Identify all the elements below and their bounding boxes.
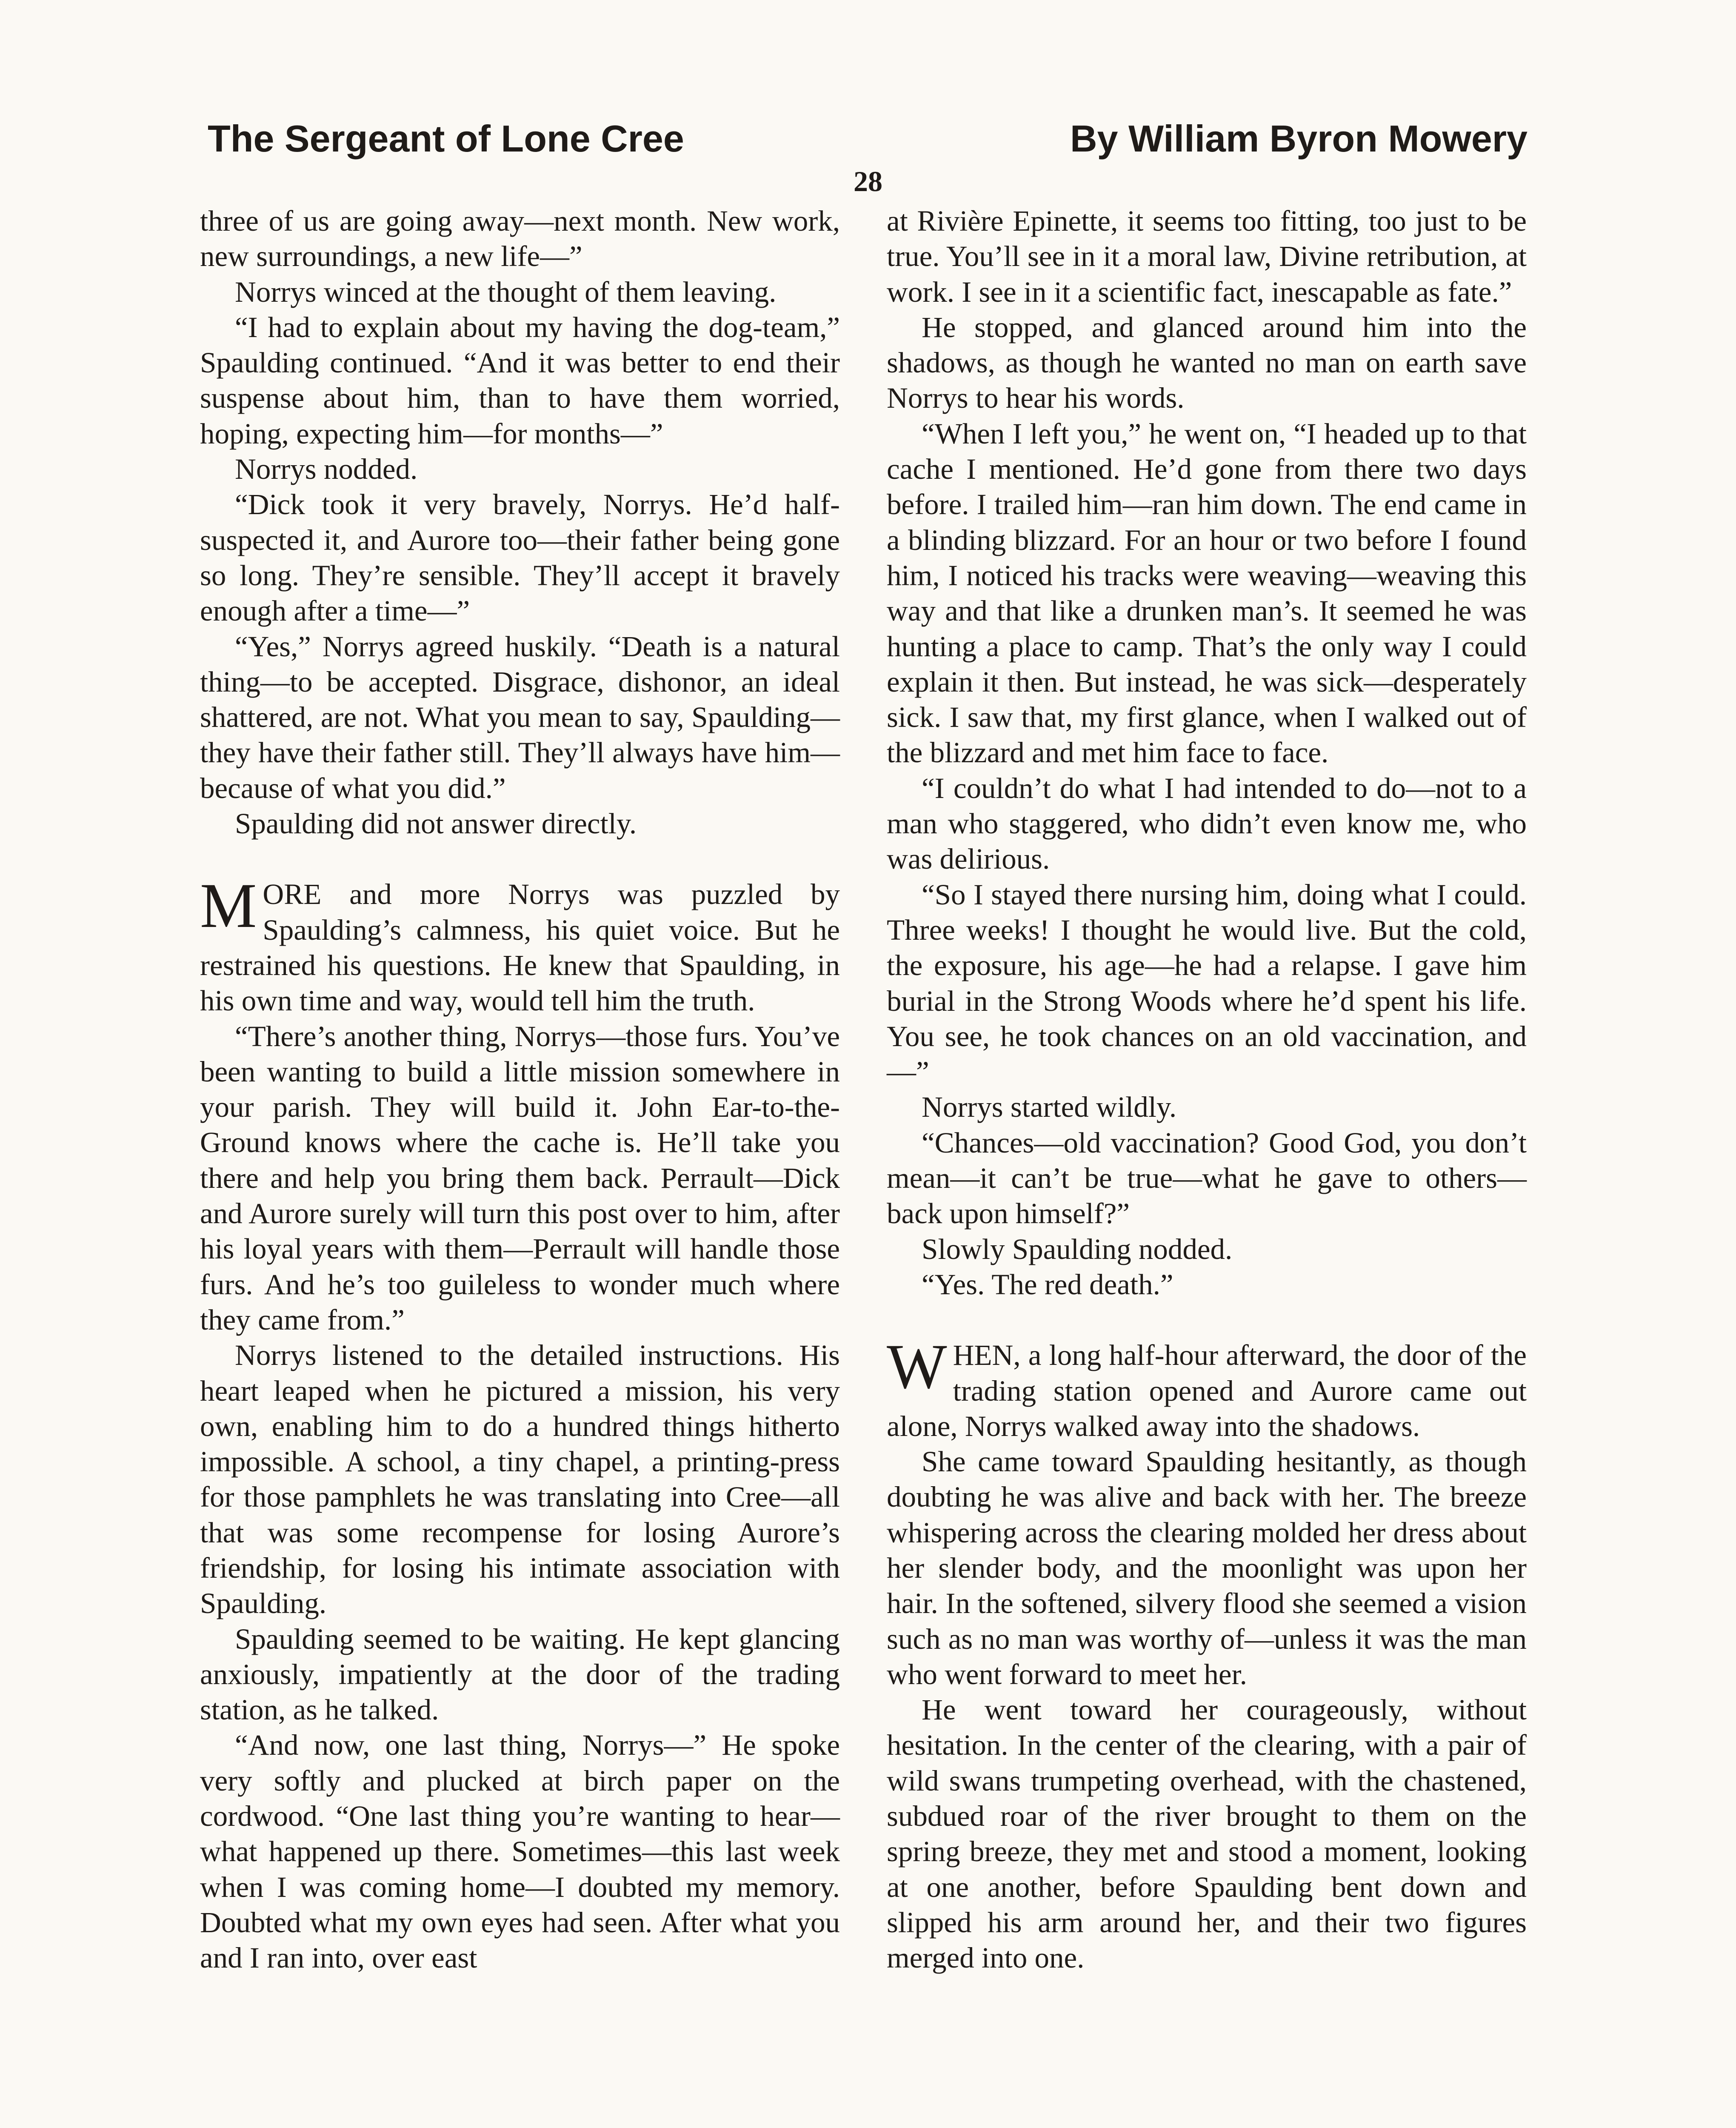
paragraph: “I had to explain about my having the dog-team,” Spaulding continued. “And it was better to end their suspense about him, than to have them worried, hoping, expecting him—for months—” xyxy=(200,311,840,450)
right-column xyxy=(887,203,1527,1976)
paragraph: “Chances—old vaccination? Good God, you don’t mean—it can’t be true—what he gave to others—back upon himself?” xyxy=(887,1126,1527,1230)
paragraph: Norrys nodded. xyxy=(235,453,418,486)
paragraph: Norrys listened to the detailed instructions. His heart leaped when he pictured a mission, his very own, enabling him to do a hundred things hitherto impossible. A school, a tiny chapel, a printing-press for those pamphlets he was translating into Cree—all that was some recompense for losing Aurore’s friendship, for losing his intimate association with Spaulding. xyxy=(200,1339,840,1620)
paragraph: “I couldn’t do what I had intended to do—not to a man who staggered, who didn’t even know me, who was delirious. xyxy=(887,772,1527,875)
paragraph: Spaulding did not answer directly. xyxy=(235,807,637,840)
paragraph: Spaulding seemed to be waiting. He kept glancing anxiously, impatiently at the door of the trading station, as he talked. xyxy=(200,1622,840,1726)
paragraph: Slowly Spaulding nodded. xyxy=(922,1233,1233,1265)
paragraph: Norrys winced at the thought of them leaving. xyxy=(235,275,777,308)
paragraph: at Rivière Epinette, it seems too fitting, too just to be true. You’ll see in it a moral law, Divine retribution, at work. I see in it a scientific fact, inescapable as fate.” xyxy=(887,205,1527,308)
paragraph: “There’s another thing, Norrys—those furs. You’ve been wanting to build a little mission somewhere in your parish. They will build it. John Ear-to-the-Ground knows where the cache is. He’ll take you there and help you bring them back. Perrault—Dick and Aurore surely will turn this post over to him, after his loyal years with them—Perrault will handle those furs. And he’s too guileless to wonder much where they came from.” xyxy=(200,1020,840,1336)
paragraph: She came toward Spaulding hesitantly, as though doubting he was alive and back with her. The breeze whispering across the clearing molded her dress about her slender body, and the moonlight was upon her hair. In the softened, silvery flood she seemed a vision such as no man was worthy of—unless it was the man who went forward to meet her. xyxy=(887,1445,1527,1690)
paragraph: HEN, a long half-hour afterward, the door of the trading station opened and Aurore came out alone, Norrys walked away into the shadows. xyxy=(887,1339,1527,1442)
paragraph: He went toward her courageously, without hesitation. In the center of the clearing, with a pair of wild swans trumpeting overhead, with the chastened, subdued roar of the river brought to them on the spring breeze, they met and stood a moment, looking at one another, before Spaulding bent down and slipped his arm around her, and their two figures merged into one. xyxy=(887,1693,1527,1974)
section-break xyxy=(200,870,840,1018)
drop-cap: M xyxy=(200,870,257,941)
section-break xyxy=(887,1331,1527,1444)
story-title: The Sergeant of Lone Cree xyxy=(208,117,684,160)
paragraph: “And now, one last thing, Norrys—” He spoke very softly and plucked at birch paper on the cordwood. “One last thing you’re wanting to hear—what happened up there. Sometimes—this last week when I was coming home—I doubted my memory. Doubted what my own eyes had seen. After what you and I ran into, over east xyxy=(200,1729,840,1974)
author-byline: By William Byron Mowery xyxy=(1070,117,1528,160)
page-number: 28 xyxy=(854,165,882,197)
paragraph: He stopped, and glanced around him into the shadows, as though he wanted no man on earth save Norrys to hear his words. xyxy=(887,311,1527,415)
paragraph: three of us are going away—next month. New work, new surroundings, a new life—” xyxy=(200,205,840,273)
paragraph: “When I left you,” he went on, “I headed up to that cache I mentioned. He’d gone from there two days before. I trailed him—ran him down. The end came in a blinding blizzard. For an hour or two before I found him, I noticed his tracks were weaving—weaving this way and that like a drunken man’s. It seemed he was hunting a place to camp. That’s the only way I could explain it then. But instead, he was sick—desperately sick. I saw that, my first glance, when I walked out of the blizzard and met him face to face. xyxy=(887,417,1527,769)
paragraph: ORE and more Norrys was puzzled by Spaulding’s calmness, his quiet voice. But he restrained his questions. He knew that Spaulding, in his own time and way, would tell him the truth. xyxy=(200,878,840,1017)
paragraph: Norrys started wildly. xyxy=(922,1091,1177,1124)
drop-cap: W xyxy=(887,1331,947,1402)
paragraph: “So I stayed there nursing him, doing what I could. Three weeks! I thought he would live. But the cold, the exposure, his age—he had a relapse. I gave him burial in the Strong Woods where he’d spent his life. You see, he took chances on an old vaccination, and—” xyxy=(887,878,1527,1088)
paragraph: “Yes,” Norrys agreed huskily. “Death is a natural thing—to be accepted. Disgrace, dishonor, an ideal shattered, are not. What you mean to say, Spaulding—they have their father still. They’ll always have him—because of what you did.” xyxy=(200,630,840,804)
paragraph: “Dick took it very bravely, Norrys. He’d half-suspected it, and Aurore too—their father being gone so long. They’re sensible. They’ll accept it bravely enough after a time—” xyxy=(200,488,840,627)
left-column xyxy=(200,203,840,1976)
paragraph: “Yes. The red death.” xyxy=(922,1268,1174,1301)
